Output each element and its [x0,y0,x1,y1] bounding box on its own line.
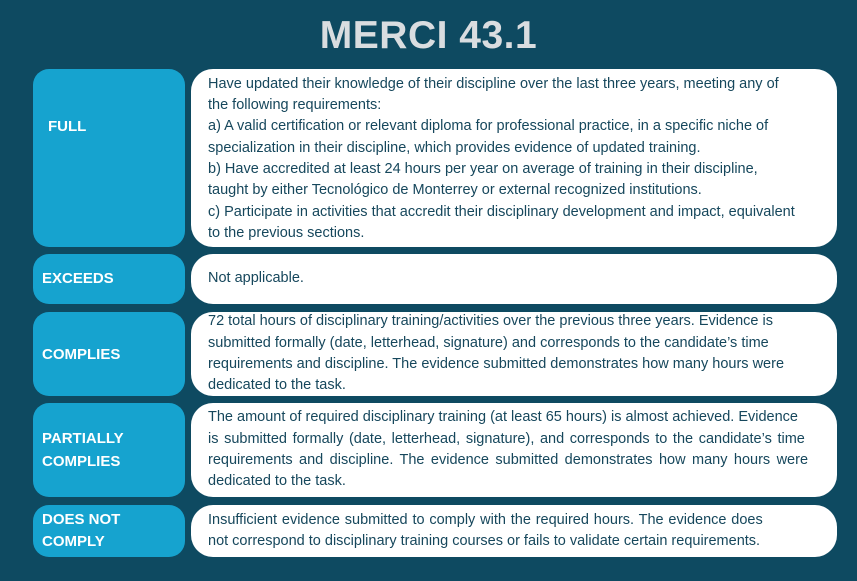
description-line: Not applicable. [208,270,304,287]
description-line: specialization in their discipline, which provides evidence of updated training. [208,139,701,156]
description-line: the following requirements: [208,97,382,114]
level-label-text: COMPLIES [42,345,121,363]
level-description-exceeds [191,254,837,304]
level-label-line: COMPLIES [42,453,121,470]
description-line: a) A valid certification or relevant diploma for professional practice, in a specific niche of [208,118,769,135]
description-line: b) Have accredited at least 24 hours per year on average of training in their discipline, [208,161,758,177]
row-does-not-comply [33,505,837,557]
description-line: submitted formally (date, letterhead, signature) and corresponds to the candidate’s time [208,334,769,351]
row-partially-complies [33,403,837,497]
level-label-text: EXCEEDS [42,270,114,287]
description-line: c) Participate in activities that accredit their disciplinary development and impact, equivalent [208,203,795,220]
level-description-partially-complies [191,403,837,497]
level-label-line: PARTIALLY [42,430,124,447]
description-line: is submitted formally (date, letterhead, signature), and corresponds to the candidate’s time [208,430,805,447]
row-full [33,69,837,247]
description-line: not correspond to disciplinary training courses or fails to validate certain requirements. [208,533,761,549]
description-line: Have updated their knowledge of their discipline over the last three years, meeting any of [208,75,779,92]
level-label-line: COMPLY [42,533,105,550]
description-line: to the previous sections. [208,224,365,241]
level-label-exceeds [33,254,185,304]
description-line: requirements and discipline. The evidence submitted demonstrates how many hours were [208,452,809,468]
description-line: taught by either Tecnológico de Monterrey or external recognized institutions. [208,182,702,199]
row-complies [33,312,837,396]
description-line: dedicated to the task. [208,377,346,394]
level-label-full: FULL [33,69,185,247]
level-label-partially-complies [33,403,185,497]
row-exceeds [33,254,837,304]
level-description-complies [191,312,837,396]
description-line: requirements and discipline. The evidence submitted demonstrates how many hours were [208,356,785,372]
page-title: MERCI 43.1 [319,14,538,57]
level-description-full [191,69,837,247]
level-label-line: DOES NOT [42,511,121,528]
description-line: 72 total hours of disciplinary training/activities over the previous three years. Evidence is [208,313,773,330]
level-description-does-not-comply [191,505,837,557]
description-line: Insufficient evidence submitted to comply with the required hours. The evidence does [208,511,763,528]
description-line: The amount of required disciplinary training (at least 65 hours) is almost achieved. Evidence [208,409,798,426]
level-label-complies [33,312,185,396]
level-label-does-not-comply [33,505,185,557]
description-line: dedicated to the task. [208,473,346,490]
